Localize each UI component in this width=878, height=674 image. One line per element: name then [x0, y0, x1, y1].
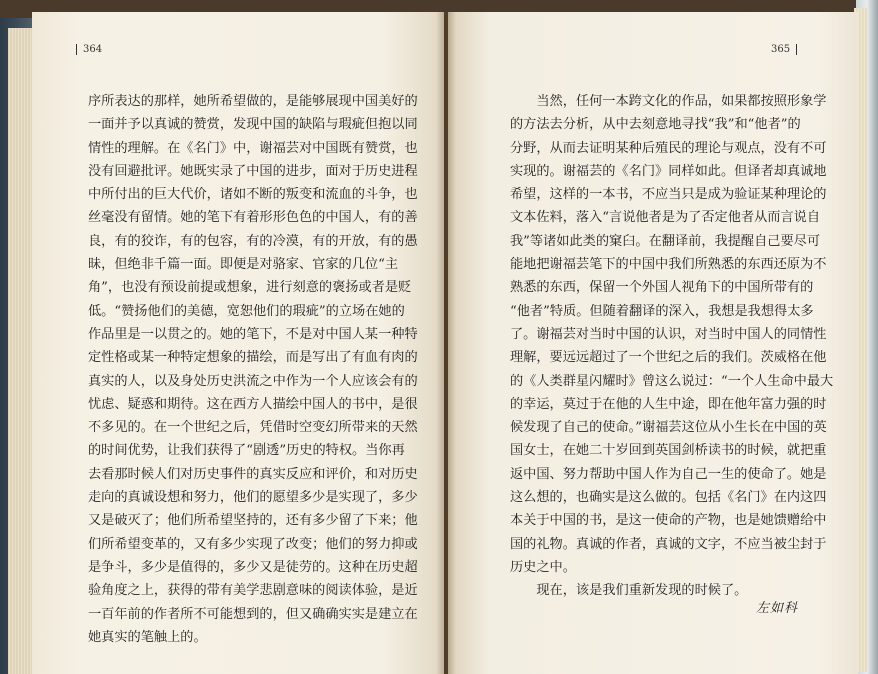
text-line: 历史之中。: [510, 559, 576, 575]
text-line: 了。谢福芸对当时中国的认识，对当时中国人的同情性: [510, 326, 827, 342]
text-line: 本关于中国的书，是这一使命的产物，也是她馈赠给中: [510, 513, 827, 529]
text-line: 当然，任何一本跨文化的作品，如果都按照形象学: [510, 94, 827, 109]
text-line: 返中国、努力帮助中国人作为自己一生的使命了。她是: [510, 466, 827, 482]
text-line: 验角度之上，获得的带有美学悲剧意味的阅读体验，是近: [88, 583, 418, 599]
book-gutter: [436, 12, 456, 674]
text-line: 分野，从而去证明某种后殖民的理论与观点，没有不可: [510, 140, 827, 156]
text-line: 定性格或某一种特定想象的描绘，而是写出了有血有肉的: [88, 350, 418, 366]
text-line: 的《人类群星闪耀时》曾这么说过：“一个人生命中最大: [510, 373, 834, 389]
text-line: 文本佐料，落入“言说他者是为了否定他者从而言说自: [510, 210, 821, 226]
text-line: 现在，该是我们重新发现的时候了。: [510, 583, 748, 599]
text-line: 作品里是一以贯之的。她的笔下，不是对中国人某一种特: [88, 326, 418, 342]
text-line: 她真实的笔触上的。: [88, 629, 207, 645]
text-line: 情性的理解。在《名门》中，谢福芸对中国既有赞赏，也: [88, 140, 418, 156]
text-line: 一百年前的作者所不可能想到的，但又确确实实是建立在: [88, 606, 418, 622]
text-line: 能地把谢福芸笔下的中国中我们所熟悉的东西还原为不: [510, 257, 827, 273]
text-line: 中所付出的巨大代价，诸如不断的叛变和流血的斗争，也: [88, 187, 418, 203]
right-page-text: [510, 90, 833, 603]
page-number-right: 365: [771, 44, 797, 55]
text-line: 不多见的。在一个世纪之后，凭借时空变幻所带来的天然: [88, 420, 418, 436]
text-line: 昧，但绝非千篇一面。即便是对骆家、官家的几位“主: [88, 257, 399, 273]
text-line: 我”等诸如此类的窠臼。在翻译前，我提醒自己要尽可: [510, 233, 821, 249]
text-line: 国的礼物。真诚的作者，真诚的文字，不应当被尘封于: [510, 536, 827, 552]
author-signature: 左如科: [756, 601, 799, 616]
text-line: 低。“赞扬他们的美德，宽恕他们的瑕疵”的立场在她的: [88, 303, 405, 319]
text-line: 理解，要远远超过了一个世纪之后的我们。茨威格在他: [510, 350, 827, 366]
text-line: 丝毫没有留情。她的笔下有着形形色色的中国人，有的善: [88, 210, 418, 226]
text-line: 实现的。谢福芸的《名门》同样如此。但译者却真诚地: [510, 163, 827, 179]
text-line: 又是破灭了；他们所希望坚持的，还有多少留了下来；他: [88, 513, 418, 529]
text-line: 去看那时候人们对历史事件的真实反应和评价，和对历史: [88, 466, 418, 482]
text-line: 国女士，在她二十岁回到英国剑桥读书的时候，就把重: [510, 443, 827, 459]
text-line: 的方法去分析，从中去刻意地寻找“我”和“他者”的: [510, 117, 801, 133]
text-line: 熟悉的东西，保留一个外国人视角下的中国所带有的: [510, 280, 814, 296]
text-line: 真实的人，以及身处历史洪流之中作为一个人应该会有的: [88, 373, 418, 389]
text-line: 序所表达的那样，她所希望做的，是能够展现中国美好的: [88, 94, 418, 109]
text-line: 良，有的狡诈，有的包容，有的冷漠，有的开放，有的愚: [88, 233, 418, 249]
text-line: 忧虑、疑惑和期待。这在西方人描绘中国人的书中，是很: [88, 396, 418, 412]
text-line: 希望，这样的一本书，不应当只是成为验证某种理论的: [510, 187, 827, 203]
page-number-left: 364: [76, 44, 102, 55]
text-line: 这么想的，也确实是这么做的。包括《名门》在内这四: [510, 490, 827, 506]
text-line: 没有回避批评。她既实录了中国的进步，面对于历史进程: [88, 163, 418, 179]
text-line: 是争斗，多少是值得的，多少又是徒劳的。这种在历史超: [88, 559, 418, 575]
text-line: 们所希望变革的，又有多少实现了改变；他们的努力抑或: [88, 536, 418, 552]
text-line: 一面并予以真诚的赞赏，发现中国的缺陷与瑕疵但抱以同: [88, 117, 418, 133]
text-line: “他者”特质。但随着翻译的深入，我想是我想得太多: [510, 303, 814, 319]
text-line: 候发现了自己的使命。”谢福芸这位从小生长在中国的英: [510, 420, 827, 436]
left-page-text: [88, 90, 418, 649]
text-line: 走向的真诚设想和努力，他们的愿望多少是实现了，多少: [88, 490, 418, 506]
text-line: 的时间优势，让我们获得了“剧透”历史的特权。当你再: [88, 443, 405, 459]
text-line: 角”，也没有预设前提或想象，进行刻意的褒扬或者是贬: [88, 280, 412, 296]
text-line: 的幸运，莫过于在他的人生中途，即在他年富力强的时: [510, 396, 827, 412]
